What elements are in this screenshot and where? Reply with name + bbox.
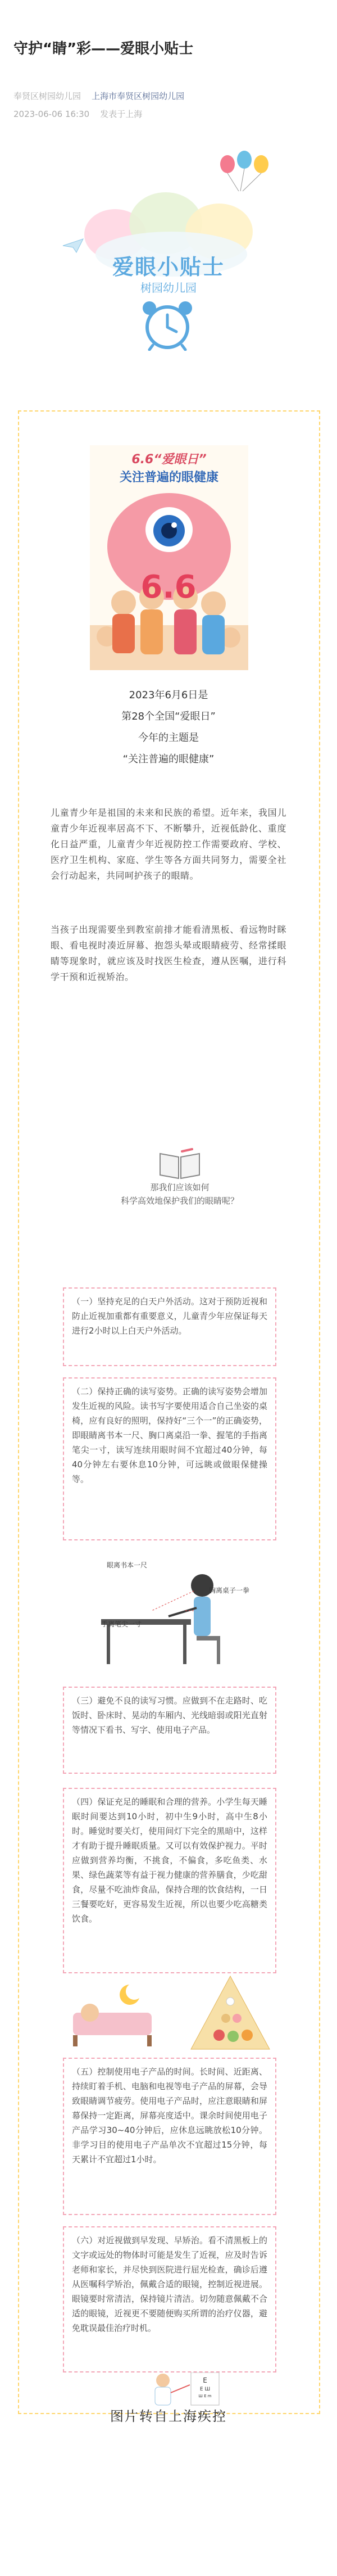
doctor-eye-chart-illustration [140,2372,230,2406]
section-early-detection: （六）对近视做到早发现、早矫治。看不清黑板上的文字或远处的物体时可能是发生了近视，应及时告诉老师和家长，并尽快到医院进行屈光检查，确诊后遵从医嘱科学矫治，佩戴合适的眼镜，控制近视进展。眼镜要时常清洁，保持镜片清洁。切勿随意佩戴不合适的眼镜，近视更不要随便购买所谓的治疗仪器，避免耽误最佳治疗时机。 [63,2226,276,2372]
hero-title: 爱眼小贴士 [112,255,225,279]
label-eye-distance: 眼离书本一尺 [107,1561,148,1569]
question-block [121,1147,239,1208]
article-title: 守护“睛”彩——爱眼小贴士 [13,40,194,57]
paragraph-1: 儿童青少年是祖国的未来和民族的希望。近年来，我国儿童青少年近视率居高不下、不断攀升，近视低龄化、重度化日益严重，儿童青少年近视防控工作需要政府、学校、医疗卫生机构、家庭、学生等各方面共同努力，需要全社会行动起来，共同呵护孩子的眼睛。 [51,807,286,881]
book-icon [157,1147,202,1181]
article-meta-row [13,90,184,102]
balloons-icon [213,147,275,192]
food-pyramid-illustration [185,1973,275,2052]
question-line-2: 科学高效地保护我们的眼睛呢？ [121,1196,239,1206]
hero-subtitle: 树园幼儿园 [140,281,197,295]
svg-text:E: E [203,2376,207,2384]
sleeping-child-illustration [67,1979,157,2052]
svg-text:E Ш: E Ш [199,2387,211,2392]
posture-illustration [84,1557,253,1670]
section-outdoor: （一）坚持充足的白天户外活动。这对于预防近视和防止近视加重都有重要意义，儿童青少年应保证每天进行2小时以上白天户外活动。 [63,1287,276,1366]
intro-line-1: 2023年6月6日是 [129,689,208,701]
publish-location: 发表于上海 [100,109,143,119]
intro-line-3: 今年的主题是 [138,732,199,744]
author-name: 奉贤区树园幼儿园 [13,91,81,101]
intro-line-2: 第28个全国“爱眼日” [121,711,216,722]
section-electronics: （五）控制使用电子产品的时间。长时间、近距离、持续盯着手机、电脑和电视等电子产品的屏幕，会导致眼睛调节疲劳。使用电子产品时，应注意眼睛和屏幕保持一定距离，屏幕亮度适中。课余时间使用电子产品学习30~40分钟后，应休息远眺放松10分钟。非学习目的使用电子产品单次不宜超过15分钟，每天累计不宜超过1小时。 [63,2058,276,2215]
poster-title-line2: 关注普遍的眼健康 [119,471,218,485]
alarm-clock-icon [134,300,201,351]
section-posture: （二）保持正确的读写姿势。正确的读写姿势会增加发生近视的风险。读书写字要使用适合自己坐姿的桌椅，应有良好的照明，保持好“三个一”的正确姿势，即眼睛离书本一尺、胸口离桌沿一拳、握笔的手指离笔尖一寸，读写连续用眼时间不宜超过40分钟，每40分钟左右要休息10分钟，可远眺或做眼保健操等。 [63,1377,276,1540]
article-time-row [13,108,142,120]
account-link[interactable]: 上海市奉贤区树园幼儿园 [92,91,185,101]
eye-day-poster [90,445,248,670]
paragraph-2: 当孩子出现需要坐到教室前排才能看清黑板、看远物时眯眼、看电视时凑近屏幕、抱怨头晕或眼睛疲劳、经常揉眼睛等现象时，就应该及时找医生检查，遵从医嘱，进行科学干预和近视矫治。 [51,924,286,982]
image-credit: 图片转自上海疾控 [110,2408,227,2424]
label-chest-distance: 胸离桌子一拳 [209,1587,250,1594]
section-habits: （三）避免不良的读写习惯。应做到不在走路时、吃饭时、卧床时、晃动的车厢内、光线暗弱或阳光直射等情况下看书、写字、使用电子产品。 [63,1687,276,1774]
hero-illustration [62,147,275,338]
svg-text:Ш E m: Ш E m [198,2394,212,2398]
label-hand-distance: 手离笔尖一寸 [101,1620,142,1628]
poster-big-number: 6.6 [140,569,197,605]
intro-line-4: “关注普遍的眼健康” [122,753,215,765]
question-line-1: 那我们应该如何 [150,1182,210,1192]
publish-date: 2023-06-06 16:30 [13,109,90,119]
poster-title-line1: 6.6“爱眼日” [131,453,207,467]
section-sleep-nutrition: （四）保证充足的睡眠和合理的营养。小学生每天睡眠时间要达到10小时，初中生9小时，高中生8小时。睡觉时要关灯，使用间灯下完全的黑暗中，这样才有助于提升睡眠质量。又可以有效保护视力。平时应做到营养均衡，不挑食，不偏食，多吃鱼类、水果、绿色蔬菜等有益于视力健康的营养膳食，少吃甜食，尽量不吃油炸食品，保持合理的饮食结构，一日三餐要吃好，更容易发生近视，所以也要少吃高糖类饮食。 [63,1788,276,1973]
